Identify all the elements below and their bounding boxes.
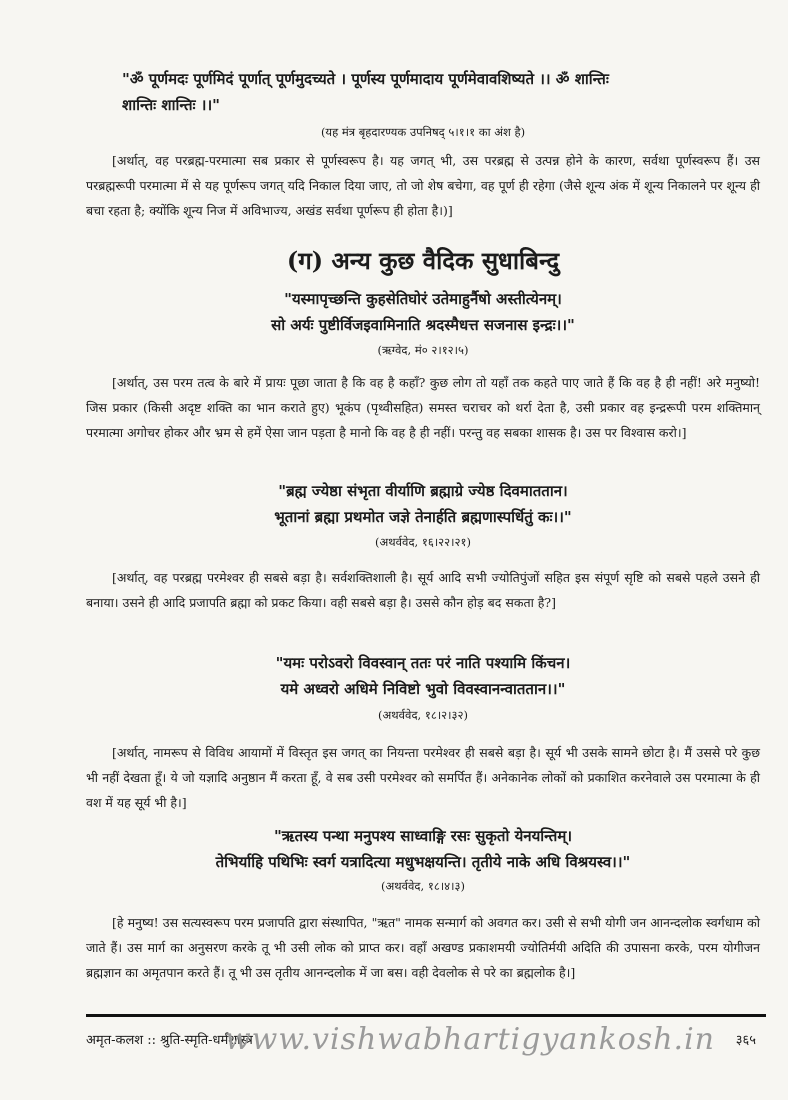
verse-source: (यह मंत्र बृहदारण्यक उपनिषद् ५।१।१ का अंश है) <box>320 125 526 139</box>
page-number: ३६५ <box>735 1033 756 1048</box>
verse-line: भूतानां ब्रह्मा प्रथमोत जज्ञे तेनार्हति ब्रह्मणास्पर्धितुं कः।।" <box>274 508 572 526</box>
footer-title: अमृत-कलश :: श्रुति-स्मृति-धर्मशास्त्र <box>86 1033 253 1048</box>
verse-line: "यमः परोऽवरो विवस्वान् ततः परं नाति पश्यामि किंचन। <box>275 654 571 672</box>
watermark: www.vishwabhartigyankosh.in <box>225 1022 716 1057</box>
verse-line: तेभिर्याहि पथिभिः स्वर्ग यत्रादित्या मधुभक्षयन्ति। तृतीये नाके अधि विश्रयस्व।।" <box>215 853 631 871</box>
verse-line: सो अर्यः पुष्टीर्विजइवामिनाति श्रदस्मैधत्त सजनास इन्द्रः।।" <box>271 316 575 334</box>
verse <box>86 478 760 530</box>
verse-source: (अथर्ववेद, १८।४।३) <box>381 879 465 893</box>
verse-meaning: [अर्थात्, वह परब्रह्म परमेश्वर ही सबसे बड़ा है। सर्वशक्तिशाली है। सूर्य आदि सभी ज्योतिपुंजों सहित इस संपूर्ण सृष्टि को सबसे पहले उसने ही बनाया। उसने ही आदि प्रजापति ब्रह्मा को प्रकट किया। वही सबसे बड़ा है। उससे कौन होड़ बद सकता है?] <box>86 570 760 610</box>
verse-meaning: [अर्थात्, नामरूप से विविध आयामों में विस्तृत इस जगत् का नियन्ता परमेश्वर ही सबसे बड़ा है। सूर्य भी उसके सामने छोटा है। मैं उससे परे कुछ भी नहीं देखता हूँ। ये जो यज्ञादि अनुष्ठान मैं करता हूँ, वे सब उसी परमेश्वर को समर्पित हैं। अनेकानेक लोकों को प्रकाशित करनेवाले उस परमात्मा के ही वश में यह सूर्य भी है।] <box>86 745 760 810</box>
verse-line: यमे अध्वरो अधिमे निविष्टो भुवो विवस्वानन्वाततान।।" <box>280 680 566 698</box>
section-heading: (ग) अन्य कुछ वैदिक सुधाबिन्दु <box>286 246 560 275</box>
verse-line: शान्तिः शान्तिः ।।" <box>122 96 220 114</box>
verse-line: "ऋतस्य पन्था मनुपश्य साध्वाङ्गि रसः सुकृतो येनयन्तिम्। <box>273 827 573 845</box>
verse-line: "यस्मापृच्छन्ति कुहसेतिघोरं उतेमाहुर्नैषो अस्तीत्येनम्। <box>284 290 562 308</box>
verse-meaning: [अर्थात्, वह परब्रह्म-परमात्मा सब प्रकार से पूर्णस्वरूप है। यह जगत् भी, उस परब्रह्म से उत्पन्न होने के कारण, सर्वथा पूर्णस्वरूप हैं। उस परब्रह्मरूपी परमात्मा में से यह पूर्णरूप जगत् यदि निकाल दिया जाए, तो जो शेष बचेगा, वह पूर्ण ही रहेगा (जैसे शून्य अंक में शून्य निकालने पर शून्य ही बचा रहता है; क्योंकि शून्य निज में अविभाज्य, अखंड सर्वथा पूर्णरूप ही होता है।)] <box>86 153 760 218</box>
verse-source: (अथर्ववेद, १८।२।३२) <box>378 708 468 722</box>
verse-meaning: [अर्थात्, उस परम तत्व के बारे में प्रायः पूछा जाता है कि वह है कहाँ? कुछ लोग तो यहाँ तक कहते पाए जाते हैं कि वह है ही नहीं! अरे मनुष्यो! जिस प्रकार (किसी अदृष्ट शक्ति का भान कराते हुए) भूकंप (पृथ्वीसहित) समस्त चराचर को थर्रा देता है, उसी प्रकार वह इन्द्ररूपी परम शक्तिमान् परमात्मा अगोचर होकर और भ्रम से हमें ऐसा जान पड़ता है मानो कि वह है ही नहीं। परन्तु वह सबका शासक है। उस पर विश्वास करो।] <box>86 375 760 440</box>
footer-divider <box>86 1014 766 1017</box>
opening-verse <box>86 66 788 118</box>
verse <box>86 286 760 338</box>
verse-line: "ॐ पूर्णमदः पूर्णमिदं पूर्णात् पूर्णमुदच्यते । पूर्णस्य पूर्णमादाय पूर्णमेवावशिष्यते ।। ॐ शान्तिः <box>122 70 609 88</box>
verse-source: (अथर्ववेद, १६।२२।२१) <box>375 535 471 549</box>
verse-line: "ब्रह्म ज्येष्ठा संभृता वीर्याणि ब्रह्माग्रे ज्येष्ठ दिवमाततान। <box>278 482 568 500</box>
verse-meaning: [हे मनुष्य! उस सत्यस्वरूप परम प्रजापति द्वारा संस्थापित, "ऋत" नामक सन्मार्ग को अवगत कर। उसी से सभी योगी जन आनन्दलोक स्वर्गधाम को जाते हैं। उस मार्ग का अनुसरण करके तू भी उसी लोक को प्राप्त कर। वहाँ अखण्ड प्रकाशमयी ज्योतिर्मयी अदिति की उपासना करके, परम योगीजन ब्रह्मज्ञान का अमृतपान करते हैं। तू भी उस तृतीय आनन्दलोक में जा बस। वही देवलोक से परे का ब्रह्मलोक है।] <box>86 915 760 980</box>
verse-source: (ऋग्वेद, मं० २।१२।५) <box>377 343 469 357</box>
verse <box>86 650 760 702</box>
verse <box>86 823 760 875</box>
